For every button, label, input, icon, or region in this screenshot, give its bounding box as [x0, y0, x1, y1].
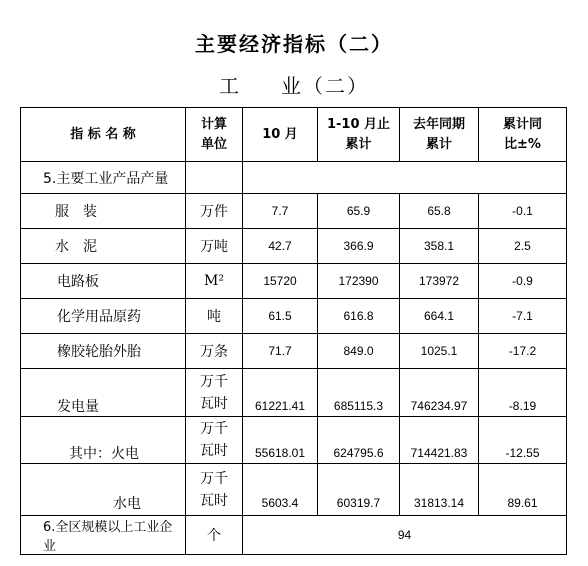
section-5-unit-empty	[186, 162, 243, 194]
section-6-row	[21, 516, 567, 555]
subtitle-word-1: 工	[219, 74, 241, 98]
row-unit-line2: 瓦时	[200, 443, 228, 459]
table-row	[21, 464, 567, 516]
row-cum: 65.9	[318, 194, 400, 229]
row-unit	[186, 464, 243, 516]
row-cum: 172390	[318, 264, 400, 299]
row-name: 化学用品原药	[21, 299, 186, 334]
row-name: 电路板	[21, 264, 186, 299]
row-name: 水 泥	[21, 229, 186, 264]
row-last: 714421.83	[400, 417, 479, 464]
header-oct: 10 月	[243, 108, 318, 162]
row-last: 31813.14	[400, 464, 479, 516]
row-unit: 吨	[186, 299, 243, 334]
row-unit-line1: 万千	[200, 421, 228, 437]
header-yoy-line2: 比±%	[504, 136, 541, 152]
row-unit-line1: 万千	[200, 470, 228, 487]
row-yoy: -8.19	[479, 369, 567, 417]
section-6-unit: 个	[186, 516, 243, 555]
header-cum-line2: 累计	[345, 136, 372, 152]
page-title: 主要经济指标（二）	[195, 32, 393, 56]
header-last-line2: 累计	[425, 136, 452, 152]
table-header-row	[21, 108, 567, 162]
row-oct: 55618.01	[243, 417, 318, 464]
row-cum: 366.9	[318, 229, 400, 264]
table-row	[21, 229, 567, 264]
row-yoy: 89.61	[479, 464, 567, 516]
row-name: 橡胶轮胎外胎	[21, 334, 186, 369]
row-name: 水电	[21, 464, 186, 516]
row-unit-line1: 万千	[200, 373, 228, 390]
row-last: 65.8	[400, 194, 479, 229]
row-cum: 60319.7	[318, 464, 400, 516]
header-cum	[318, 108, 400, 162]
header-last-line1: 去年同期	[412, 116, 465, 132]
header-cum-line1: 1-10 月止	[326, 116, 391, 132]
row-cum: 616.8	[318, 299, 400, 334]
row-yoy: -17.2	[479, 334, 567, 369]
row-last: 746234.97	[400, 369, 479, 417]
header-unit	[186, 108, 243, 162]
row-yoy: -0.1	[479, 194, 567, 229]
row-name: 其中：火电	[21, 417, 186, 464]
indicator-table	[20, 107, 567, 555]
header-unit-line1: 计算	[200, 116, 227, 132]
section-5-label: 5.主要工业产品产量	[21, 162, 186, 194]
row-unit: 万吨	[186, 229, 243, 264]
header-yoy-line1: 累计同	[502, 116, 542, 132]
row-yoy: -12.55	[479, 417, 567, 464]
section-5-empty	[243, 162, 567, 194]
row-oct: 61221.41	[243, 369, 318, 417]
row-unit: 万件	[186, 194, 243, 229]
subtitle-word-2: 业（二）	[281, 74, 369, 98]
row-oct: 61.5	[243, 299, 318, 334]
row-cum: 685115.3	[318, 369, 400, 417]
header-yoy	[479, 108, 567, 162]
row-unit	[186, 369, 243, 417]
row-cum: 849.0	[318, 334, 400, 369]
row-oct: 71.7	[243, 334, 318, 369]
table-row	[21, 417, 567, 464]
table-row	[21, 334, 567, 369]
row-yoy: 2.5	[479, 229, 567, 264]
row-last: 173972	[400, 264, 479, 299]
row-yoy: -7.1	[479, 299, 567, 334]
table-row	[21, 264, 567, 299]
row-oct: 42.7	[243, 229, 318, 264]
row-unit-line2: 瓦时	[200, 492, 228, 509]
row-oct: 15720	[243, 264, 318, 299]
row-name: 发电量	[21, 369, 186, 417]
section-6-label: 6.全区规模以上工业企业	[21, 516, 186, 555]
header-indicator: 指 标 名 称	[21, 108, 186, 162]
row-unit-line2: 瓦时	[200, 395, 228, 412]
table-row	[21, 194, 567, 229]
table-row	[21, 369, 567, 417]
header-unit-line2: 单位	[200, 136, 227, 152]
row-unit: 万条	[186, 334, 243, 369]
header-last	[400, 108, 479, 162]
row-yoy: -0.9	[479, 264, 567, 299]
row-unit	[186, 417, 243, 464]
section-row	[21, 162, 567, 194]
row-last: 358.1	[400, 229, 479, 264]
row-last: 1025.1	[400, 334, 479, 369]
row-cum: 624795.6	[318, 417, 400, 464]
section-6-value: 94	[243, 516, 567, 555]
table-row	[21, 299, 567, 334]
row-unit: M²	[186, 264, 243, 299]
row-oct: 5603.4	[243, 464, 318, 516]
row-last: 664.1	[400, 299, 479, 334]
row-oct: 7.7	[243, 194, 318, 229]
page-subtitle	[0, 70, 588, 99]
row-name: 服 装	[21, 194, 186, 229]
